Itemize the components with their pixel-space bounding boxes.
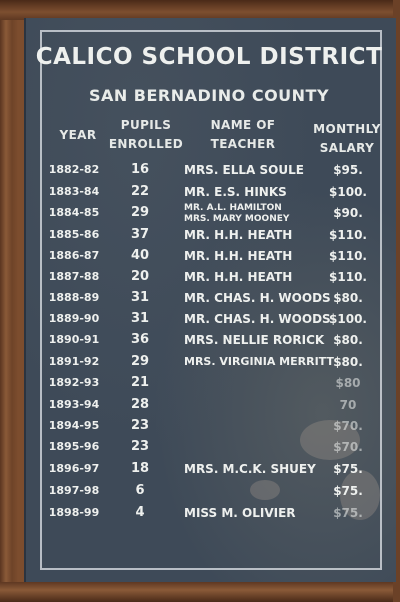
salary-cell: $95.: [333, 163, 363, 177]
salary-cell: 70: [339, 398, 357, 412]
year-cell: 1893-94: [48, 398, 100, 411]
board-title: CALICO SCHOOL DISTRICT: [35, 44, 383, 70]
pupils-cell: 37: [130, 227, 150, 242]
year-cell: 1895-96: [48, 440, 100, 453]
salary-cell: $90.: [333, 206, 363, 220]
header-salary-line2: SALARY: [319, 141, 375, 155]
table-row: [0, 225, 400, 245]
teacher-cell: MR. CHAS. H. WOODS: [184, 291, 331, 305]
header-teacher-line1: NAME OF: [210, 118, 276, 132]
pupils-cell: 23: [130, 439, 150, 454]
teacher-cell: MRS. ELLA SOULE: [184, 163, 304, 177]
salary-cell: $80.: [333, 291, 363, 305]
year-cell: 1894-95: [48, 419, 100, 432]
pupils-cell: 18: [130, 461, 150, 476]
header-teacher: [198, 116, 288, 154]
header-pupils-line2: ENROLLED: [108, 137, 184, 151]
year-cell: 1885-86: [48, 228, 100, 241]
pupils-cell: 20: [130, 269, 150, 284]
table-row: [0, 503, 400, 523]
frame-bottom-rail: [0, 582, 400, 602]
year-cell: 1886-87: [48, 249, 100, 262]
year-cell: 1887-88: [48, 270, 100, 283]
table-row: [0, 352, 400, 372]
table-row: [0, 395, 400, 415]
frame-top-rail: [0, 0, 400, 20]
header-pupils: [108, 116, 184, 154]
salary-cell: $75.: [333, 462, 363, 476]
teacher-cell: MISS M. OLIVIER: [184, 506, 296, 520]
teacher-cell: MRS. VIRGINIA MERRITT: [184, 355, 334, 368]
header-salary-line1: MONTHLY: [313, 122, 381, 136]
table-row: [0, 373, 400, 393]
teacher-cell: MR. E.S. HINKS: [184, 185, 287, 199]
pupils-cell: 31: [130, 290, 150, 305]
table-row: [0, 330, 400, 350]
salary-cell: $70.: [333, 440, 363, 454]
salary-cell: $75.: [333, 484, 363, 498]
year-cell: 1888-89: [48, 291, 100, 304]
teacher-cell: [184, 203, 289, 225]
table-row: [0, 288, 400, 308]
table-row: [0, 437, 400, 457]
table-row: [0, 416, 400, 436]
table-row: [0, 459, 400, 479]
salary-cell: $100.: [329, 312, 367, 326]
pupils-cell: 31: [130, 311, 150, 326]
salary-cell: $110.: [329, 249, 367, 263]
teacher-cell: MR. H.H. HEATH: [184, 270, 293, 284]
salary-cell: $110.: [329, 270, 367, 284]
table-row: [0, 246, 400, 266]
pupils-cell: 29: [130, 205, 150, 220]
year-cell: 1897-98: [48, 484, 100, 497]
pupils-cell: 28: [130, 397, 150, 412]
table-row: [0, 309, 400, 329]
year-cell: 1891-92: [48, 355, 100, 368]
salary-cell: $80.: [333, 333, 363, 347]
pupils-cell: 16: [130, 162, 150, 177]
year-cell: 1890-91: [48, 333, 100, 346]
pupils-cell: 40: [130, 248, 150, 263]
teacher-cell: MRS. M.C.K. SHUEY: [184, 462, 316, 476]
year-cell: 1892-93: [48, 376, 100, 389]
table-row: [0, 481, 400, 501]
salary-cell: $75.: [333, 506, 363, 520]
header-pupils-line1: PUPILS: [120, 118, 172, 132]
pupils-cell: 22: [130, 184, 150, 199]
pupils-cell: 4: [135, 505, 145, 520]
year-cell: 1883-84: [48, 185, 100, 198]
teacher-cell: MR. CHAS. H. WOODS: [184, 312, 331, 326]
table-row: [0, 203, 400, 223]
teacher-cell: MRS. NELLIE RORICK: [184, 333, 325, 347]
header-year: [48, 126, 108, 145]
teacher-line1: MR. A.L. HAMILTON: [184, 203, 282, 213]
pupils-cell: 36: [130, 332, 150, 347]
table-row: [0, 267, 400, 287]
table-row: [0, 160, 400, 180]
pupils-cell: 6: [135, 483, 145, 498]
year-cell: 1889-90: [48, 312, 100, 325]
salary-cell: $110.: [329, 228, 367, 242]
salary-cell: $80: [335, 376, 361, 390]
board-subtitle: SAN BERNADINO COUNTY: [88, 86, 330, 105]
table-row: [0, 182, 400, 202]
year-cell: 1898-99: [48, 506, 100, 519]
salary-cell: $100.: [329, 185, 367, 199]
year-cell: 1896-97: [48, 462, 100, 475]
pupils-cell: 21: [130, 375, 150, 390]
year-cell: 1882-82: [48, 163, 100, 176]
header-teacher-line2: TEACHER: [210, 137, 276, 151]
pupils-cell: 29: [130, 354, 150, 369]
teacher-line2: MRS. MARY MOONEY: [184, 214, 290, 224]
teacher-cell: MR. H.H. HEATH: [184, 228, 293, 242]
salary-cell: $80.: [333, 355, 363, 369]
header-salary: [312, 120, 382, 158]
pupils-cell: 23: [130, 418, 150, 433]
salary-cell: $70.: [333, 419, 363, 433]
header-year-label: YEAR: [59, 128, 97, 142]
teacher-cell: MR. H.H. HEATH: [184, 249, 293, 263]
year-cell: 1884-85: [48, 206, 100, 219]
